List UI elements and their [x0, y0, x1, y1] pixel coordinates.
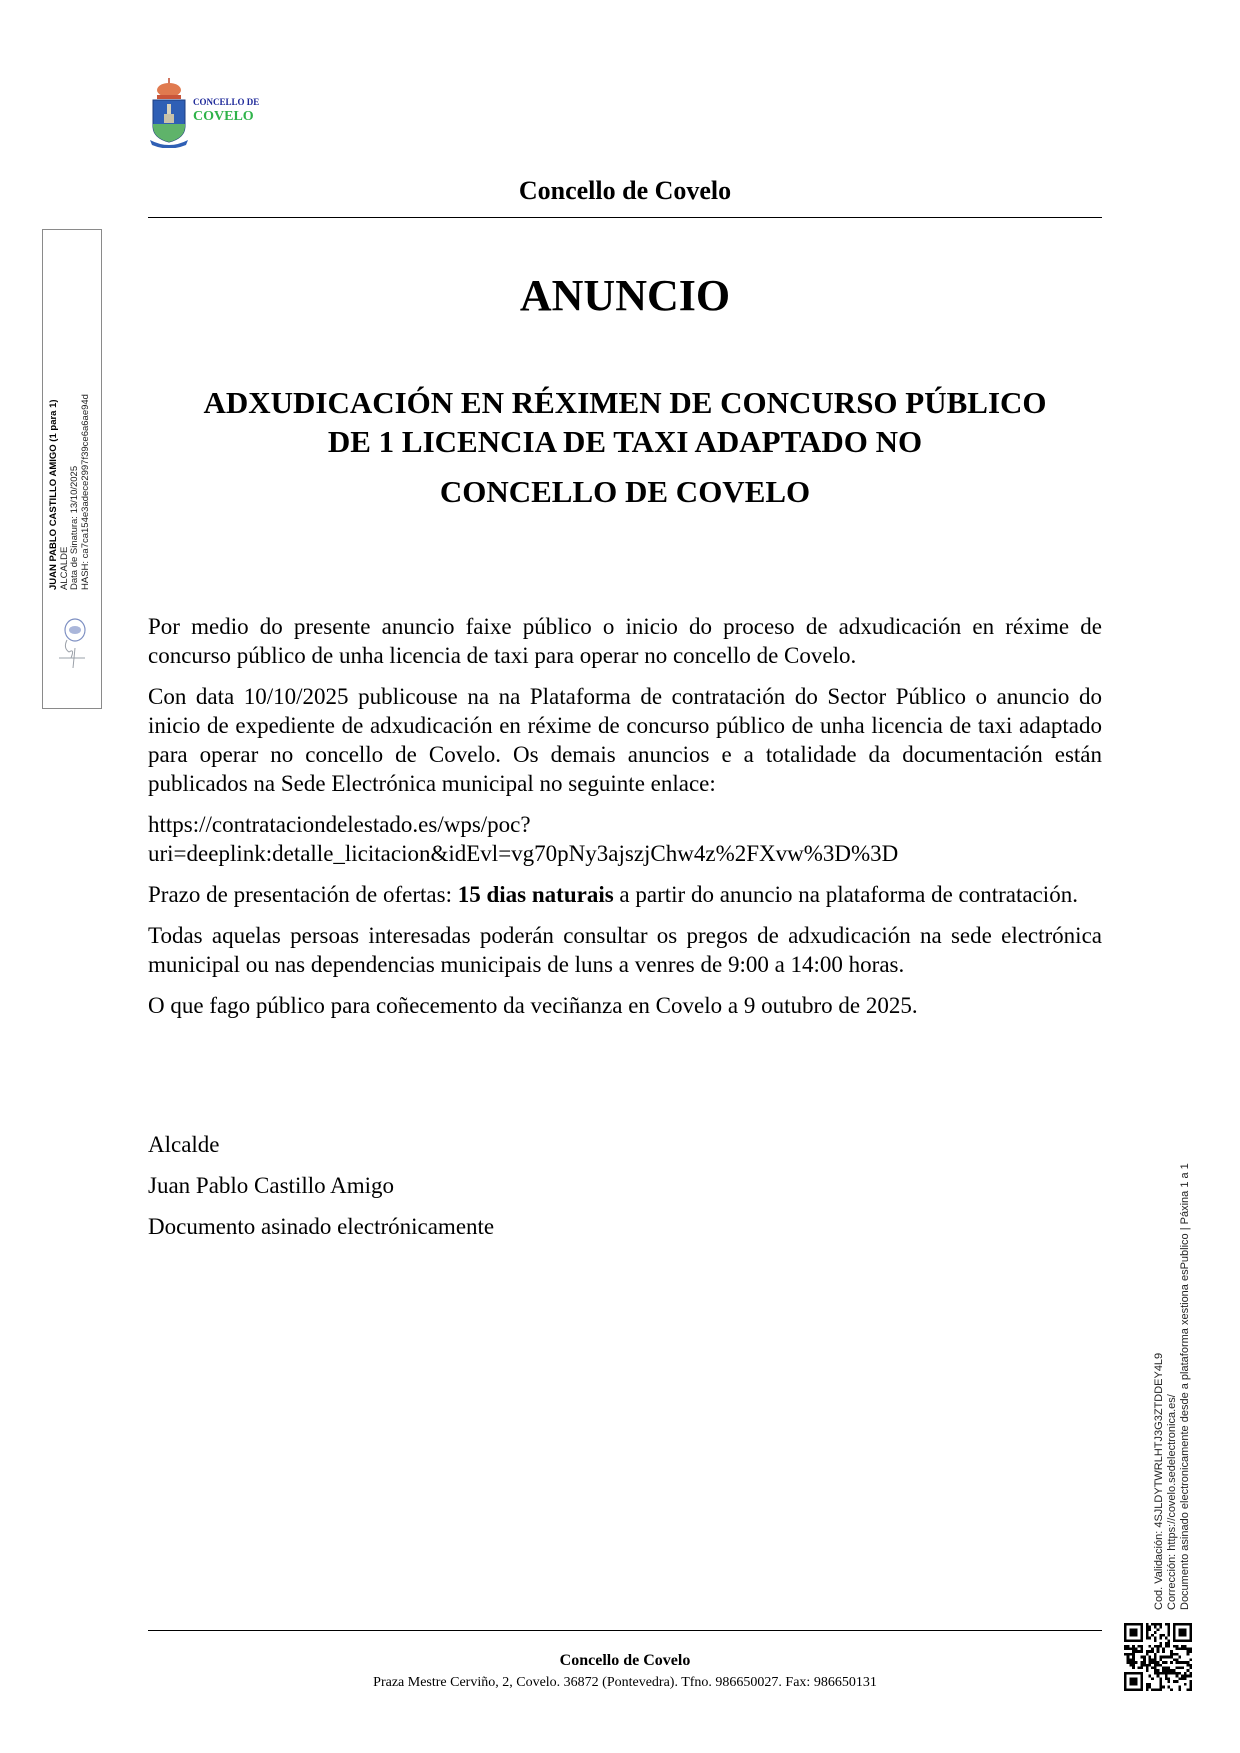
stamp-date: Data de Sinatura: 13/10/2025 — [69, 465, 80, 590]
deadline-days: 15 dias naturais — [457, 882, 614, 907]
paragraph-publication: Con data 10/10/2025 publicouse na na Plataforma de contratación do Sector Público o anuncio do inicio de expediente de adxudicación en réxime de concurso público de unha licencia de taxi adaptado para operar no concello de Covelo. Os demais anuncios e a totalidade da documentación están publicados na Sede Electrónica municipal no seguinte enlace: — [148, 684, 1102, 796]
header-divider — [148, 217, 1102, 218]
document-body — [148, 612, 1102, 1020]
logo-line-1: CONCELLO DE — [193, 97, 260, 107]
deadline-text-after: a partir do anuncio na plataforma de contratación. — [613, 882, 1078, 907]
signer-name: Juan Pablo Castillo Amigo — [148, 1173, 394, 1198]
seal-signature-icon — [53, 618, 91, 672]
deadline-text-before: Prazo de presentación de ofertas: — [148, 882, 458, 907]
signature-stamp — [42, 229, 102, 709]
document-title: ANUNCIO — [519, 271, 731, 320]
paragraph-deadline — [148, 880, 1102, 909]
subtitle-line-3: CONCELLO DE COVELO — [439, 474, 811, 509]
stamp-role: ALCALDE — [58, 546, 70, 590]
signature-block — [148, 1130, 494, 1253]
stamp-signer: JUAN PABLO CASTILLO AMIGO (1 para 1) — [48, 399, 59, 590]
validation-info — [1153, 1163, 1192, 1610]
paragraph-closing: O que fago público para coñecemento da veciñanza en Covelo a 9 outubro de 2025. — [148, 993, 918, 1018]
signature-note: Documento asinado electrónicamente — [148, 1214, 495, 1239]
tender-link[interactable] — [148, 810, 1102, 868]
subtitle-line-2: DE 1 LICENCIA DE TAXI ADAPTADO NO — [327, 424, 923, 459]
validation-note: Documento asinado electronicamente desde a plataforma xestiona esPublico | Páxina 1 a 1 — [1179, 1163, 1191, 1610]
coat-of-arms-icon — [148, 78, 190, 148]
header-title: Concello de Covelo — [518, 176, 732, 205]
tender-link-line-1[interactable]: https://contrataciondelestado.es/wps/poc? — [148, 812, 531, 837]
footer-title: Concello de Covelo — [559, 1652, 691, 1669]
stamp-hash: HASH: ca7ca154e3adece2997f39ce6a6ae94d — [79, 394, 91, 590]
qr-code-icon[interactable] — [1122, 1623, 1194, 1691]
footer-address: Praza Mestre Cerviño, 2, Covelo. 36872 (Pontevedra). Tfno. 986650027. Fax: 986650131 — [373, 1675, 877, 1690]
tender-link-line-2[interactable]: uri=deeplink:detalle_licitacion&idEvl=vg70pNy3ajszjChw4z%2FXvw%3D%3D — [148, 841, 899, 866]
validation-url[interactable]: Corrección: https://covelo.sedelectronica.es/ — [1166, 1394, 1178, 1610]
paragraph-intro: Por medio do presente anuncio faixe público o inicio do proceso de adxudicación en réxime de concurso público de unha licencia de taxi para operar no concello de Covelo. — [148, 614, 1102, 668]
signer-role: Alcalde — [148, 1132, 220, 1157]
paragraph-consultation: Todas aquelas persoas interesadas poderán consultar os pregos de adxudicación na sede electrónica municipal ou nas dependencias municipais de luns a venres de 9:00 a 14:00 horas. — [148, 923, 1102, 977]
logo-line-2: COVELO — [193, 109, 254, 124]
stamp-text — [49, 394, 91, 590]
subtitle-line-1: ADXUDICACIÓN EN RÉXIMEN DE CONCURSO PÚBLICO — [203, 385, 1047, 420]
validation-code: Cod. Validación: 4SJLDYTWRLHTJ3G3ZTDDEY4L9 — [1153, 1352, 1165, 1610]
municipal-logo — [148, 78, 268, 148]
footer-divider — [148, 1630, 1102, 1631]
